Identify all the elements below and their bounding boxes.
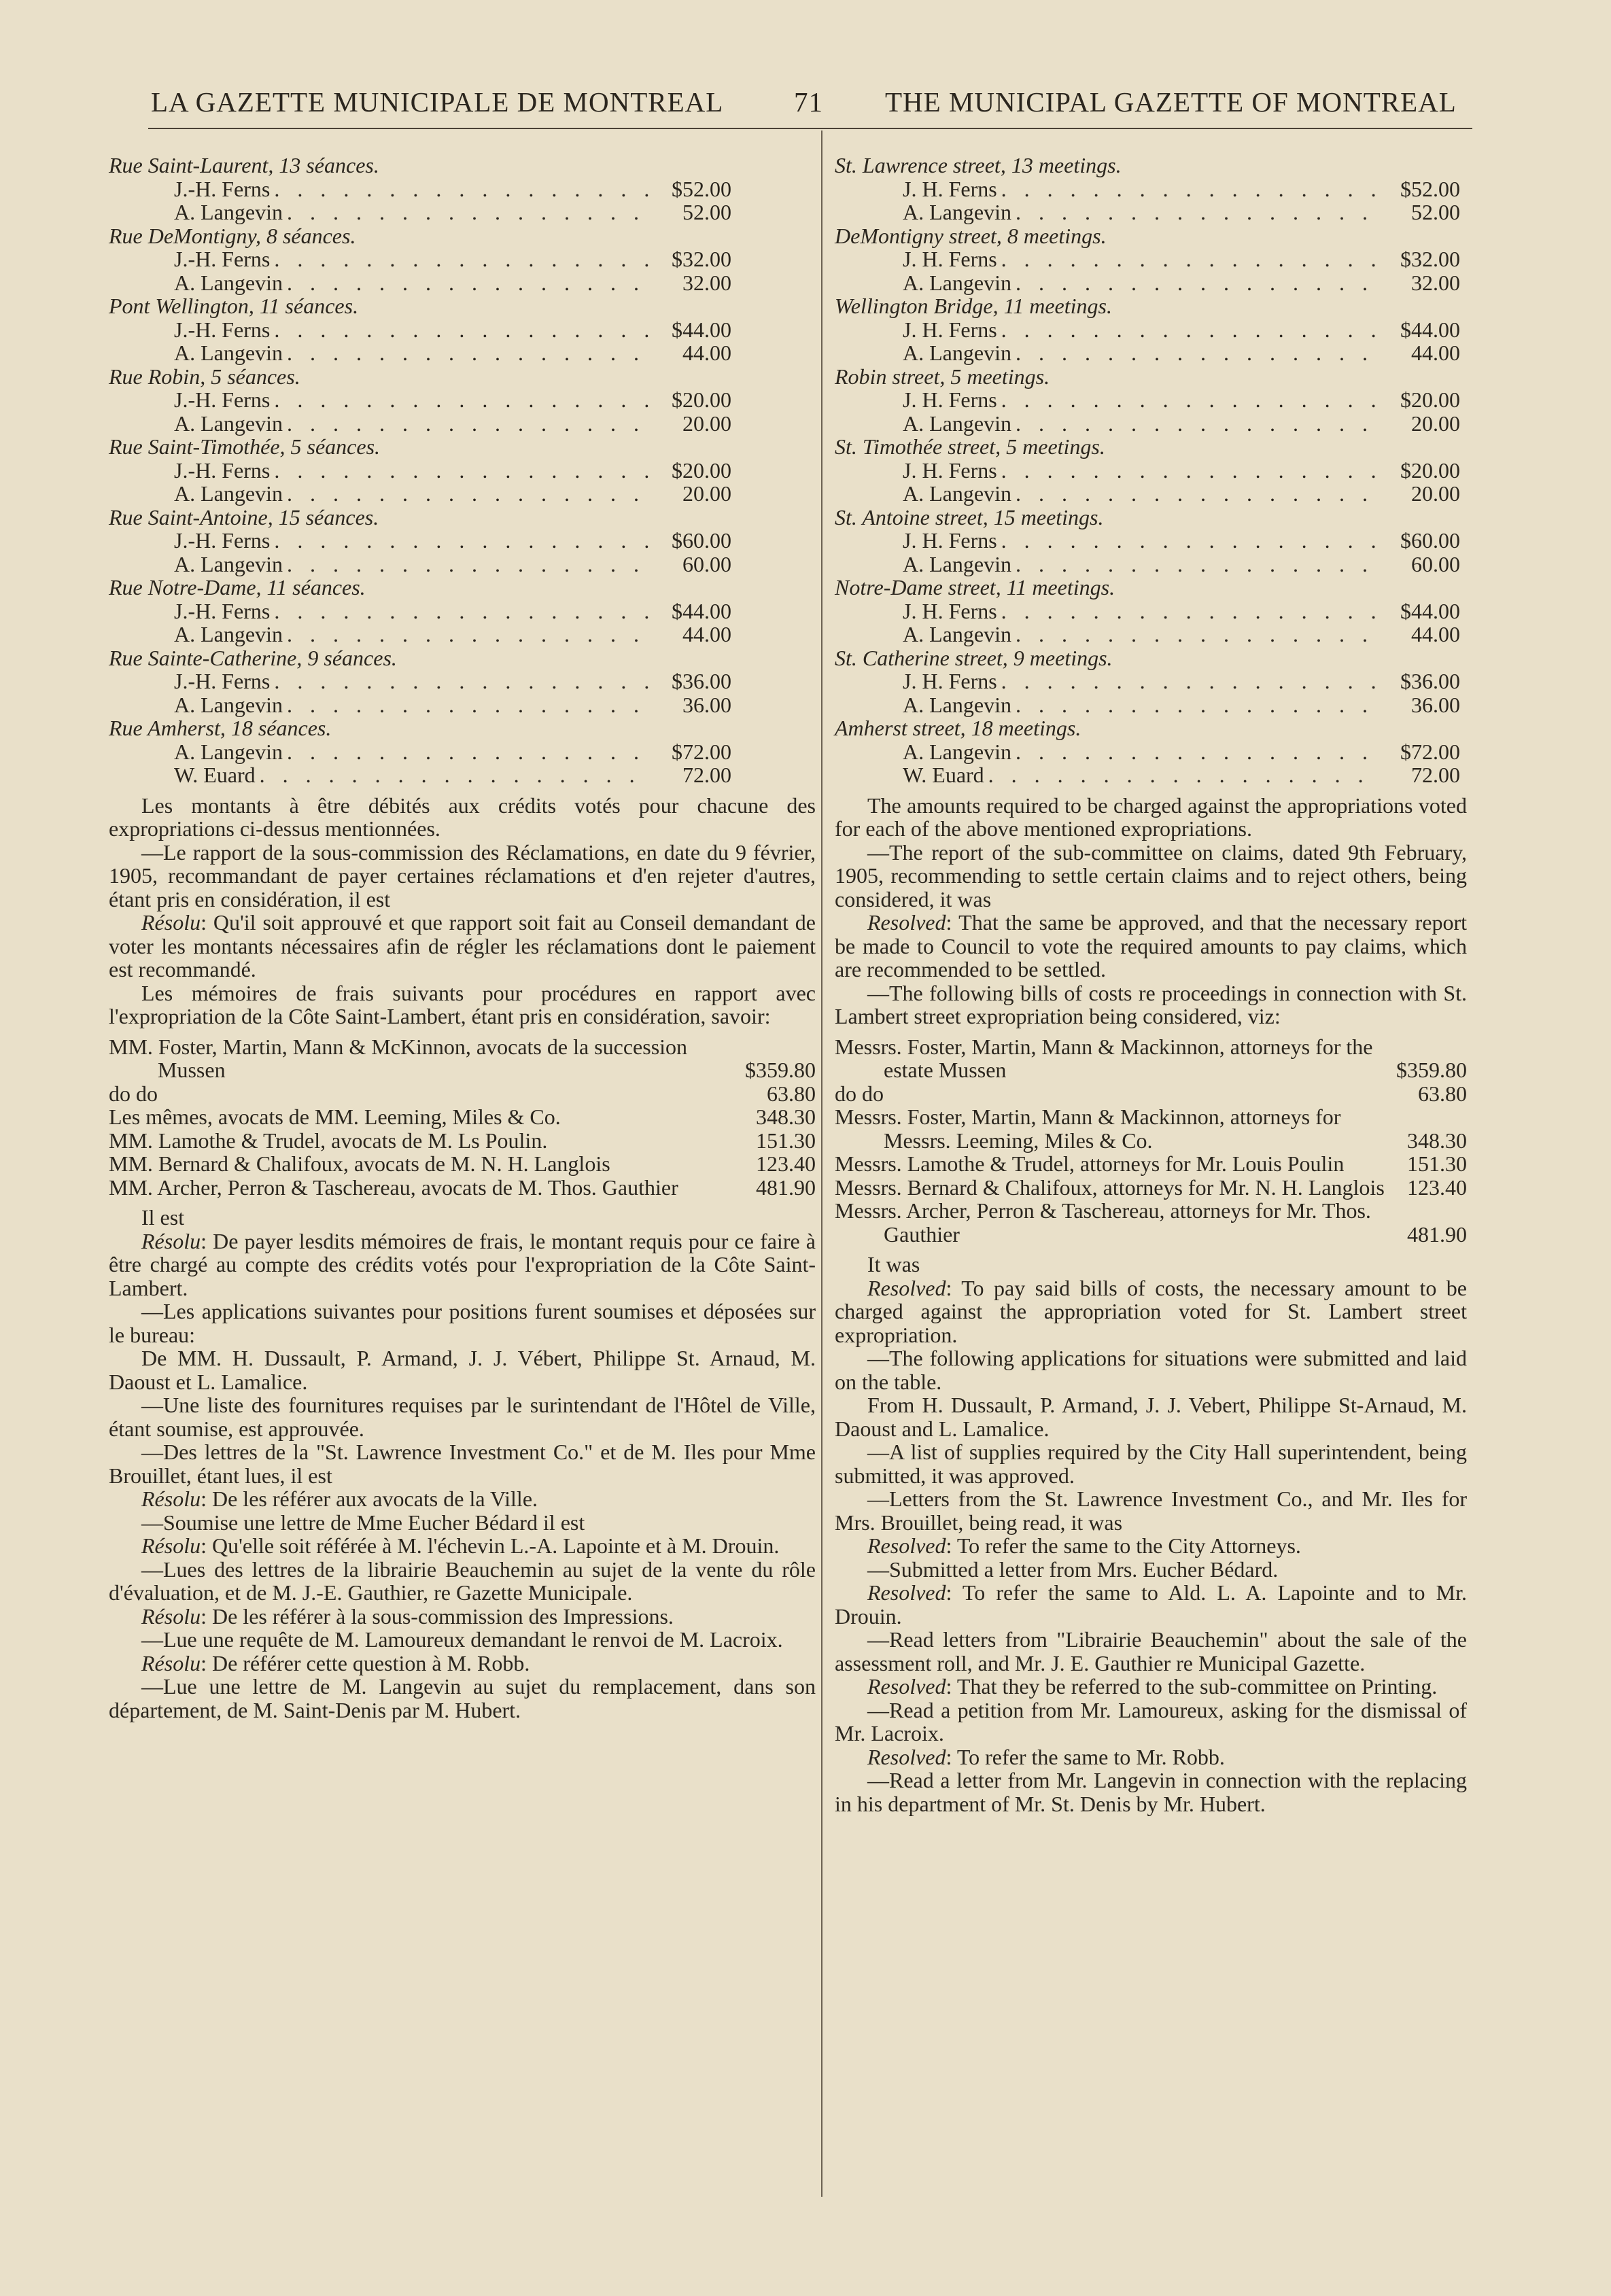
fee-amount: $52.00 [672, 176, 731, 201]
paragraph [835, 1534, 1467, 1558]
member-name: A. Langevin [174, 270, 283, 295]
bill-row [835, 1199, 1467, 1246]
dot-leader [260, 763, 653, 787]
member-name: A. Langevin [174, 200, 283, 224]
resolution-label: Résolu [141, 1486, 201, 1511]
member-name: J. H. Ferns [903, 247, 997, 271]
resolution-label: Résolu [141, 910, 201, 935]
bill-description: do do [109, 1081, 158, 1106]
bill-amount: 63.80 [1418, 1081, 1467, 1106]
paragraph: —A list of supplies required by the City Hall superintendent, being submitted, it was approved. [835, 1440, 1467, 1488]
resolution-label: Resolved [867, 1533, 946, 1558]
member-name: J.-H. Ferns [174, 598, 271, 623]
paragraph: De MM. H. Dussault, P. Armand, J. J. Vébert, Philippe St. Arnaud, M. Daoust et L. Lamalice. [109, 1346, 816, 1394]
member-name: A. Langevin [174, 622, 283, 646]
resolution-label: Résolu [141, 1228, 201, 1253]
fee-amount: 36.00 [682, 692, 731, 717]
fee-amount: 20.00 [682, 411, 731, 436]
fee-row [903, 271, 1467, 295]
fee-row [174, 341, 816, 365]
dot-leader [1001, 318, 1381, 342]
bill-row [835, 1176, 1467, 1200]
paragraph [109, 1652, 816, 1675]
section-heading: Pont Wellington, 11 séances. [109, 294, 359, 318]
resolution-text: : De les référer à la sous-commission des Impressions. [201, 1603, 674, 1629]
section-heading: St. Lawrence street, 13 meetings. [835, 153, 1122, 177]
dot-leader [274, 388, 653, 412]
paragraph: —The following applications for situations were submitted and laid on the table. [835, 1346, 1467, 1394]
resolution-label: Resolved [867, 910, 946, 935]
bill-description: MM. Bernard & Chalifoux, avocats de M. N. H. Langlois [109, 1151, 610, 1176]
bill-row [109, 1105, 816, 1129]
bill-row [835, 1082, 1467, 1106]
member-name: J.-H. Ferns [174, 387, 271, 412]
member-name: J. H. Ferns [903, 598, 997, 623]
paragraph: —Read a letter from Mr. Langevin in connection with the replacing in his department of Mr. St. Denis by Mr. Hubert. [835, 1768, 1467, 1816]
fee-row [903, 482, 1467, 506]
fee-amount: $36.00 [1400, 669, 1460, 693]
bill-row [109, 1082, 816, 1106]
fee-amount: 72.00 [682, 763, 731, 787]
fee-amount: 20.00 [1411, 481, 1460, 506]
fee-row [174, 482, 816, 506]
paragraph: —The following bills of costs re proceedings in connection with St. Lambert street expropriation being considered, viz: [835, 980, 1467, 1028]
fee-row [174, 201, 816, 224]
paragraph: —Une liste des fournitures requises par le surintendant de l'Hôtel de Ville, étant soumise, est approuvée. [109, 1393, 816, 1441]
fee-amount: 20.00 [1411, 411, 1460, 436]
dot-leader [287, 553, 653, 576]
bill-description: Messrs. Bernard & Chalifoux, attorneys for Mr. N. H. Langlois [835, 1175, 1385, 1200]
bill-amount: $359.80 [1396, 1058, 1467, 1082]
section-heading: St. Catherine street, 9 meetings. [835, 645, 1113, 670]
resolution-text: : Qu'il soit approuvé et que rapport soit fait au Conseil demandant de voter les montants nécessaires afin de régler les réclamations dont le paiement est recommandé. [109, 910, 816, 981]
member-name: A. Langevin [903, 270, 1011, 295]
bill-row [109, 1176, 816, 1200]
paragraph [835, 1675, 1467, 1699]
dot-leader [274, 599, 653, 623]
resolution-text: : De payer lesdits mémoires de frais, le montant requis pour ce faire à être chargé au compte des crédits votés pour l'expropriation de la Côte Saint-Lambert. [109, 1228, 816, 1300]
dot-leader [1016, 623, 1381, 646]
fee-amount: $20.00 [672, 387, 731, 412]
section-heading: Rue Notre-Dame, 11 séances. [109, 575, 366, 599]
dot-leader [287, 623, 653, 646]
bill-row [109, 1035, 816, 1082]
dot-leader [1016, 482, 1381, 506]
french-bills-list [109, 1035, 816, 1200]
fee-row [903, 693, 1467, 717]
dot-leader [1001, 529, 1381, 553]
dot-leader [287, 271, 653, 295]
member-name: J. H. Ferns [903, 457, 997, 483]
fee-amount: $20.00 [672, 457, 731, 483]
resolution-text: : To pay said bills of costs, the necessary amount to be charged against the appropriation voted for St. Lambert street expropriation. [835, 1275, 1467, 1347]
bill-description: MM. Foster, Martin, Mann & McKinnon, avocats de la succession Mussen [109, 1034, 688, 1082]
member-name: J.-H. Ferns [174, 317, 271, 342]
fee-amount: 52.00 [1411, 200, 1460, 224]
dot-leader [1016, 412, 1381, 436]
member-name: A. Langevin [903, 200, 1011, 224]
fee-amount: 52.00 [682, 200, 731, 224]
dot-leader [274, 318, 653, 342]
paragraph [835, 1276, 1467, 1347]
fee-amount: $44.00 [1400, 598, 1460, 623]
paragraph: Les montants à être débités aux crédits votés pour chacune des expropriations ci-dessus mentionnées. [109, 793, 816, 841]
dot-leader [1001, 247, 1381, 271]
section-heading: Rue Saint-Laurent, 13 séances. [109, 153, 379, 177]
paragraph: Il est [141, 1205, 185, 1230]
fee-amount: $60.00 [672, 528, 731, 553]
member-name: J. H. Ferns [903, 176, 997, 201]
bill-row [109, 1152, 816, 1176]
section-heading: St. Antoine street, 15 meetings. [835, 504, 1104, 529]
resolution-label: Resolved [867, 1580, 946, 1605]
fee-row [174, 388, 816, 412]
fee-row [903, 553, 1467, 576]
paragraph: Les mémoires de frais suivants pour procédures en rapport avec l'expropriation de la Côte Saint-Lambert, étant pris en considération, savoir: [109, 980, 816, 1028]
french-column [109, 154, 816, 1722]
fee-amount: $60.00 [1400, 528, 1460, 553]
dot-leader [1016, 693, 1381, 717]
dot-leader [1001, 177, 1381, 201]
member-name: A. Langevin [174, 739, 283, 764]
fee-amount: 44.00 [1411, 622, 1460, 646]
dot-leader [274, 459, 653, 483]
member-name: J.-H. Ferns [174, 528, 271, 553]
fee-amount: $44.00 [672, 317, 731, 342]
english-column [835, 154, 1467, 1815]
bill-description: Messrs. Foster, Martin, Mann & Mackinnon, attorneys for Messrs. Leeming, Miles & Co. [835, 1104, 1341, 1153]
paragraph: It was [867, 1252, 920, 1276]
dot-leader [274, 529, 653, 553]
bill-row [835, 1152, 1467, 1176]
fee-row [174, 271, 816, 295]
member-name: A. Langevin [903, 692, 1011, 717]
bill-description: Les mêmes, avocats de MM. Leeming, Miles & Co. [109, 1104, 561, 1129]
bill-amount: 348.30 [1407, 1128, 1467, 1153]
member-name: J. H. Ferns [903, 387, 997, 412]
fee-amount: 72.00 [1411, 763, 1460, 787]
fee-row [174, 412, 816, 436]
section-heading: Rue Saint-Timothée, 5 séances. [109, 434, 381, 459]
fee-row [903, 599, 1467, 623]
dot-leader [1016, 201, 1381, 224]
member-name: A. Langevin [903, 739, 1011, 764]
fee-amount: $52.00 [1400, 176, 1460, 201]
member-name: J.-H. Ferns [174, 669, 271, 693]
fee-row [174, 669, 816, 693]
paragraph: —Des lettres de la "St. Lawrence Investment Co." et de M. Iles pour Mme Brouillet, étant lues, il est [109, 1440, 816, 1488]
section-heading: Rue Sainte-Catherine, 9 séances. [109, 645, 397, 670]
bill-amount: 123.40 [756, 1151, 816, 1176]
fee-row [903, 388, 1467, 412]
paragraph: —The report of the sub-committee on claims, dated 9th February, 1905, recommending to settle certain claims and to reject others, being considered, it was [835, 839, 1467, 911]
paragraph: —Le rapport de la sous-commission des Réclamations, en date du 9 février, 1905, recommandant de payer certaines réclamations et d'en rejeter d'autres, étant pris en considération, il est [109, 839, 816, 911]
fee-row [174, 763, 816, 787]
paragraph: —Letters from the St. Lawrence Investment Co., and Mr. Iles for Mrs. Brouillet, being read, it was [835, 1486, 1467, 1535]
member-name: A. Langevin [903, 411, 1011, 436]
dot-leader [274, 247, 653, 271]
fee-amount: 32.00 [682, 270, 731, 295]
fee-amount: 20.00 [682, 481, 731, 506]
bill-amount: 123.40 [1407, 1175, 1467, 1200]
fee-amount: 60.00 [682, 551, 731, 576]
paragraph: —Soumise une lettre de Mme Eucher Bédard il est [141, 1510, 585, 1535]
resolution-text: : De les référer aux avocats de la Ville. [201, 1486, 538, 1511]
fee-row [174, 599, 816, 623]
member-name: A. Langevin [903, 551, 1011, 576]
paragraph [109, 1487, 816, 1511]
fee-amount: 44.00 [682, 341, 731, 365]
fee-row [903, 341, 1467, 365]
member-name: W. Euard [903, 763, 984, 787]
paragraph [109, 1230, 816, 1300]
bill-row [835, 1035, 1467, 1082]
fee-amount: 60.00 [1411, 551, 1460, 576]
header-english-title: THE MUNICIPAL GAZETTE OF MONTREAL [885, 86, 1457, 118]
bill-amount: 348.30 [756, 1104, 816, 1129]
dot-leader [274, 669, 653, 693]
column-divider [821, 131, 822, 2197]
bill-amount: 481.90 [756, 1175, 816, 1200]
member-name: A. Langevin [174, 411, 283, 436]
bill-description: MM. Archer, Perron & Taschereau, avocats de M. Thos. Gauthier [109, 1175, 678, 1200]
bill-amount: $359.80 [745, 1058, 816, 1082]
bill-row [835, 1105, 1467, 1152]
paragraph [109, 911, 816, 981]
member-name: J.-H. Ferns [174, 247, 271, 271]
section-heading: DeMontigny street, 8 meetings. [835, 223, 1107, 248]
fee-row [903, 459, 1467, 483]
fee-row [174, 318, 816, 342]
section-heading: Robin street, 5 meetings. [835, 364, 1050, 389]
resolution-label: Résolu [141, 1533, 201, 1558]
fee-row [903, 763, 1467, 787]
member-name: J. H. Ferns [903, 528, 997, 553]
resolution-label: Resolved [867, 1744, 946, 1769]
fee-row [903, 177, 1467, 201]
dot-leader [287, 201, 653, 224]
paragraph [109, 1534, 816, 1558]
section-heading: Notre-Dame street, 11 meetings. [835, 575, 1115, 599]
dot-leader [1016, 740, 1381, 764]
section-heading: Amherst street, 18 meetings. [835, 716, 1081, 740]
resolution-label: Résolu [141, 1650, 201, 1675]
member-name: A. Langevin [903, 341, 1011, 365]
resolution-text: : De référer cette question à M. Robb. [201, 1650, 530, 1675]
fee-row [174, 459, 816, 483]
fee-row [174, 740, 816, 764]
paragraph [835, 1745, 1467, 1769]
fee-amount: $20.00 [1400, 457, 1460, 483]
fee-amount: $72.00 [672, 739, 731, 764]
dot-leader [287, 341, 653, 365]
fee-amount: $32.00 [672, 247, 731, 271]
paragraph: —Lues des lettres de la librairie Beauchemin au sujet de la vente du rôle d'évaluation, et de M. J.-E. Gauthier, re Gazette Municipale. [109, 1556, 816, 1605]
member-name: A. Langevin [174, 341, 283, 365]
header-rule [148, 128, 1472, 129]
member-name: A. Langevin [174, 551, 283, 576]
fee-row [903, 318, 1467, 342]
paragraph [109, 1605, 816, 1629]
paragraph: The amounts required to be charged against the appropriations voted for each of the above mentioned expropriations. [835, 793, 1467, 841]
bill-row [109, 1129, 816, 1153]
member-name: A. Langevin [174, 481, 283, 506]
fee-row [174, 553, 816, 576]
paragraph [835, 1581, 1467, 1628]
page-number: 71 [794, 86, 823, 118]
paragraph: —Submitted a letter from Mrs. Eucher Bédard. [867, 1556, 1279, 1582]
fee-amount: 44.00 [1411, 341, 1460, 365]
dot-leader [1001, 669, 1381, 693]
fee-amount: $32.00 [1400, 247, 1460, 271]
dot-leader [1016, 553, 1381, 576]
fee-amount: $72.00 [1400, 739, 1460, 764]
fee-amount: $44.00 [672, 598, 731, 623]
resolution-text: : To refer the same to the City Attorneys. [946, 1533, 1301, 1558]
bill-description: Messrs. Foster, Martin, Mann & Mackinnon, attorneys for the estate Mussen [835, 1034, 1373, 1082]
bill-amount: 63.80 [767, 1081, 816, 1106]
dot-leader [1001, 599, 1381, 623]
fee-row [174, 529, 816, 553]
member-name: J. H. Ferns [903, 317, 997, 342]
fee-row [903, 201, 1467, 224]
paragraph: —Les applications suivantes pour positions furent soumises et déposées sur le bureau: [109, 1299, 816, 1347]
dot-leader [287, 693, 653, 717]
bill-description: MM. Lamothe & Trudel, avocats de M. Ls Poulin. [109, 1128, 548, 1153]
section-heading: Rue DeMontigny, 8 séances. [109, 223, 356, 248]
dot-leader [287, 412, 653, 436]
paragraph: From H. Dussault, P. Armand, J. J. Vebert, Philippe St-Arnaud, M. Daoust and L. Lamalice. [835, 1393, 1467, 1441]
section-heading: Rue Amherst, 18 séances. [109, 716, 332, 740]
member-name: J.-H. Ferns [174, 457, 271, 483]
resolution-text: : To refer the same to Mr. Robb. [946, 1744, 1225, 1769]
member-name: A. Langevin [174, 692, 283, 717]
paragraph: —Lue une lettre de M. Langevin au sujet du remplacement, dans son département, de M. Saint-Denis par M. Hubert. [109, 1674, 816, 1722]
member-name: W. Euard [174, 763, 256, 787]
member-name: A. Langevin [903, 622, 1011, 646]
paragraph: —Read letters from "Librairie Beauchemin" about the sale of the assessment roll, and Mr. J. E. Gauthier re Municipal Gazette. [835, 1627, 1467, 1675]
fee-row [903, 529, 1467, 553]
bill-description: Messrs. Archer, Perron & Taschereau, attorneys for Mr. Thos. Gauthier [835, 1198, 1371, 1247]
dot-leader [1001, 388, 1381, 412]
section-heading: St. Timothée street, 5 meetings. [835, 434, 1105, 459]
fee-row [174, 177, 816, 201]
fee-row [174, 247, 816, 271]
resolution-text: : That the same be approved, and that the necessary report be made to Council to vote the required amounts to pay claims, which are recommended to be settled. [835, 910, 1467, 981]
fee-amount: $36.00 [672, 669, 731, 693]
resolution-label: Resolved [867, 1674, 946, 1699]
dot-leader [287, 740, 653, 764]
header-french-title: LA GAZETTE MUNICIPALE DE MONTREAL [151, 86, 724, 118]
dot-leader [1001, 459, 1381, 483]
member-name: J.-H. Ferns [174, 176, 271, 201]
fee-amount: 32.00 [1411, 270, 1460, 295]
resolution-label: Résolu [141, 1603, 201, 1629]
fee-row [903, 412, 1467, 436]
section-heading: Rue Robin, 5 séances. [109, 364, 300, 389]
english-meeting-list [835, 154, 1467, 787]
fee-row [174, 693, 816, 717]
bill-amount: 151.30 [1407, 1151, 1467, 1176]
fee-row [903, 740, 1467, 764]
bill-amount: 151.30 [756, 1128, 816, 1153]
dot-leader [1016, 341, 1381, 365]
dot-leader [287, 482, 653, 506]
resolution-label: Resolved [867, 1275, 946, 1300]
resolution-text: : To refer the same to Ald. L. A. Lapointe and to Mr. Drouin. [835, 1580, 1467, 1629]
bill-description: Messrs. Lamothe & Trudel, attorneys for Mr. Louis Poulin [835, 1151, 1345, 1176]
fee-row [903, 623, 1467, 646]
member-name: J. H. Ferns [903, 669, 997, 693]
paragraph [835, 911, 1467, 981]
fee-row [903, 669, 1467, 693]
dot-leader [1016, 271, 1381, 295]
fee-amount: $44.00 [1400, 317, 1460, 342]
fee-amount: 44.00 [682, 622, 731, 646]
bill-amount: 481.90 [1407, 1221, 1467, 1247]
dot-leader [988, 763, 1381, 787]
paragraph: —Lue une requête de M. Lamoureux demandant le renvoi de M. Lacroix. [141, 1627, 783, 1652]
resolution-text: : That they be referred to the sub-committee on Printing. [946, 1674, 1438, 1699]
dot-leader [274, 177, 653, 201]
fee-amount: $20.00 [1400, 387, 1460, 412]
fee-row [174, 623, 816, 646]
french-meeting-list [109, 154, 816, 787]
fee-amount: 36.00 [1411, 692, 1460, 717]
bill-description: do do [835, 1081, 884, 1106]
paragraph: —Read a petition from Mr. Lamoureux, asking for the dismissal of Mr. Lacroix. [835, 1697, 1467, 1745]
english-bills-list [835, 1035, 1467, 1247]
member-name: A. Langevin [903, 481, 1011, 506]
section-heading: Wellington Bridge, 11 meetings. [835, 294, 1112, 318]
fee-row [903, 247, 1467, 271]
section-heading: Rue Saint-Antoine, 15 séances. [109, 504, 379, 529]
resolution-text: : Qu'elle soit référée à M. l'échevin L.-A. Lapointe et à M. Drouin. [201, 1533, 780, 1558]
